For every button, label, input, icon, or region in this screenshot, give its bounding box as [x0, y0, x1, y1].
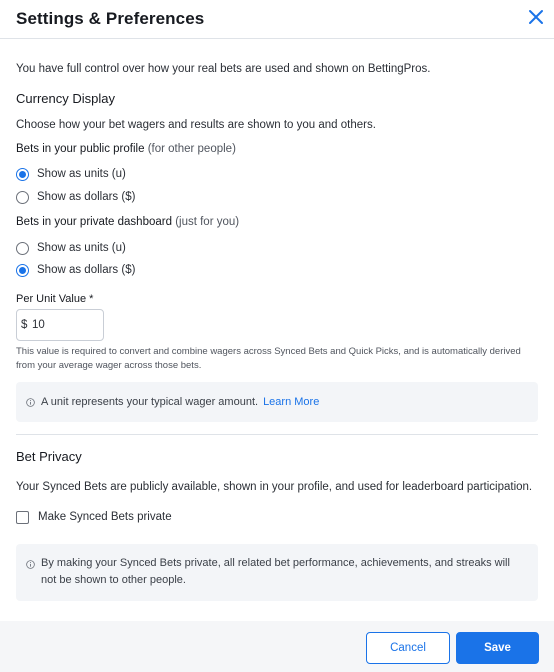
per-unit-helper-text: This value is required to convert and combine wagers across Synced Bets and Quick Picks, and is automatically derived from your average wager across those bets.: [16, 346, 521, 371]
close-button[interactable]: [524, 5, 548, 29]
per-unit-value-input[interactable]: [32, 316, 98, 334]
close-icon: [524, 5, 548, 29]
info-icon: [26, 398, 35, 407]
privacy-info-box: [16, 544, 538, 601]
public-units-radio[interactable]: [16, 168, 29, 181]
privacy-info-line-2: not be shown to other people.: [41, 574, 186, 586]
private-dollars-label: Show as dollars ($): [37, 264, 136, 276]
public-profile-label: [16, 143, 236, 155]
private-dashboard-label-text: Bets in your private dashboard: [16, 216, 172, 228]
currency-display-description: Choose how your bet wagers and results are shown to you and others.: [16, 119, 376, 131]
private-units-label: Show as units (u): [37, 242, 126, 254]
bet-privacy-description: Your Synced Bets are publicly available, shown in your profile, and used for leaderboard participation.: [16, 481, 533, 493]
public-profile-qualifier: (for other people): [147, 143, 236, 155]
modal-title: Settings & Preferences: [16, 9, 205, 28]
unit-info-box: [16, 382, 538, 422]
intro-text: You have full control over how your real bets are used and shown on BettingPros.: [16, 63, 431, 75]
unit-info-message: A unit represents your typical wager amount.: [41, 396, 259, 408]
section-divider: [16, 434, 538, 435]
make-private-label: Make Synced Bets private: [38, 511, 172, 523]
privacy-info-text: [41, 555, 510, 589]
save-button[interactable]: Save: [456, 632, 539, 664]
private-dashboard-label: [16, 216, 239, 228]
currency-prefix: $: [21, 319, 28, 331]
public-dollars-radio[interactable]: [16, 191, 29, 204]
public-dollars-option[interactable]: [16, 189, 135, 205]
public-profile-label-text: Bets in your public profile: [16, 143, 145, 155]
public-dollars-label: Show as dollars ($): [37, 191, 136, 203]
modal-header: [0, 0, 554, 39]
per-unit-value-field[interactable]: [16, 309, 104, 341]
per-unit-value-label: Per Unit Value *: [16, 293, 94, 305]
bet-privacy-title: Bet Privacy: [16, 449, 82, 464]
make-private-checkbox[interactable]: [16, 511, 29, 524]
private-units-option[interactable]: [16, 240, 126, 256]
privacy-info-line-1: By making your Synced Bets private, all related bet performance, achievements, and streaks will: [41, 557, 510, 569]
info-icon: [26, 560, 35, 569]
public-units-label: Show as units (u): [37, 168, 126, 180]
private-dashboard-qualifier: (just for you): [175, 216, 240, 228]
unit-info-text: [41, 394, 319, 410]
public-units-option[interactable]: [16, 166, 126, 182]
cancel-button[interactable]: Cancel: [366, 632, 450, 664]
private-units-radio[interactable]: [16, 242, 29, 255]
private-dollars-option[interactable]: [16, 262, 135, 278]
modal-footer: [0, 621, 554, 672]
learn-more-link[interactable]: Learn More: [263, 396, 320, 408]
make-private-option[interactable]: [16, 509, 172, 525]
currency-display-title: Currency Display: [16, 91, 115, 106]
private-dollars-radio[interactable]: [16, 264, 29, 277]
